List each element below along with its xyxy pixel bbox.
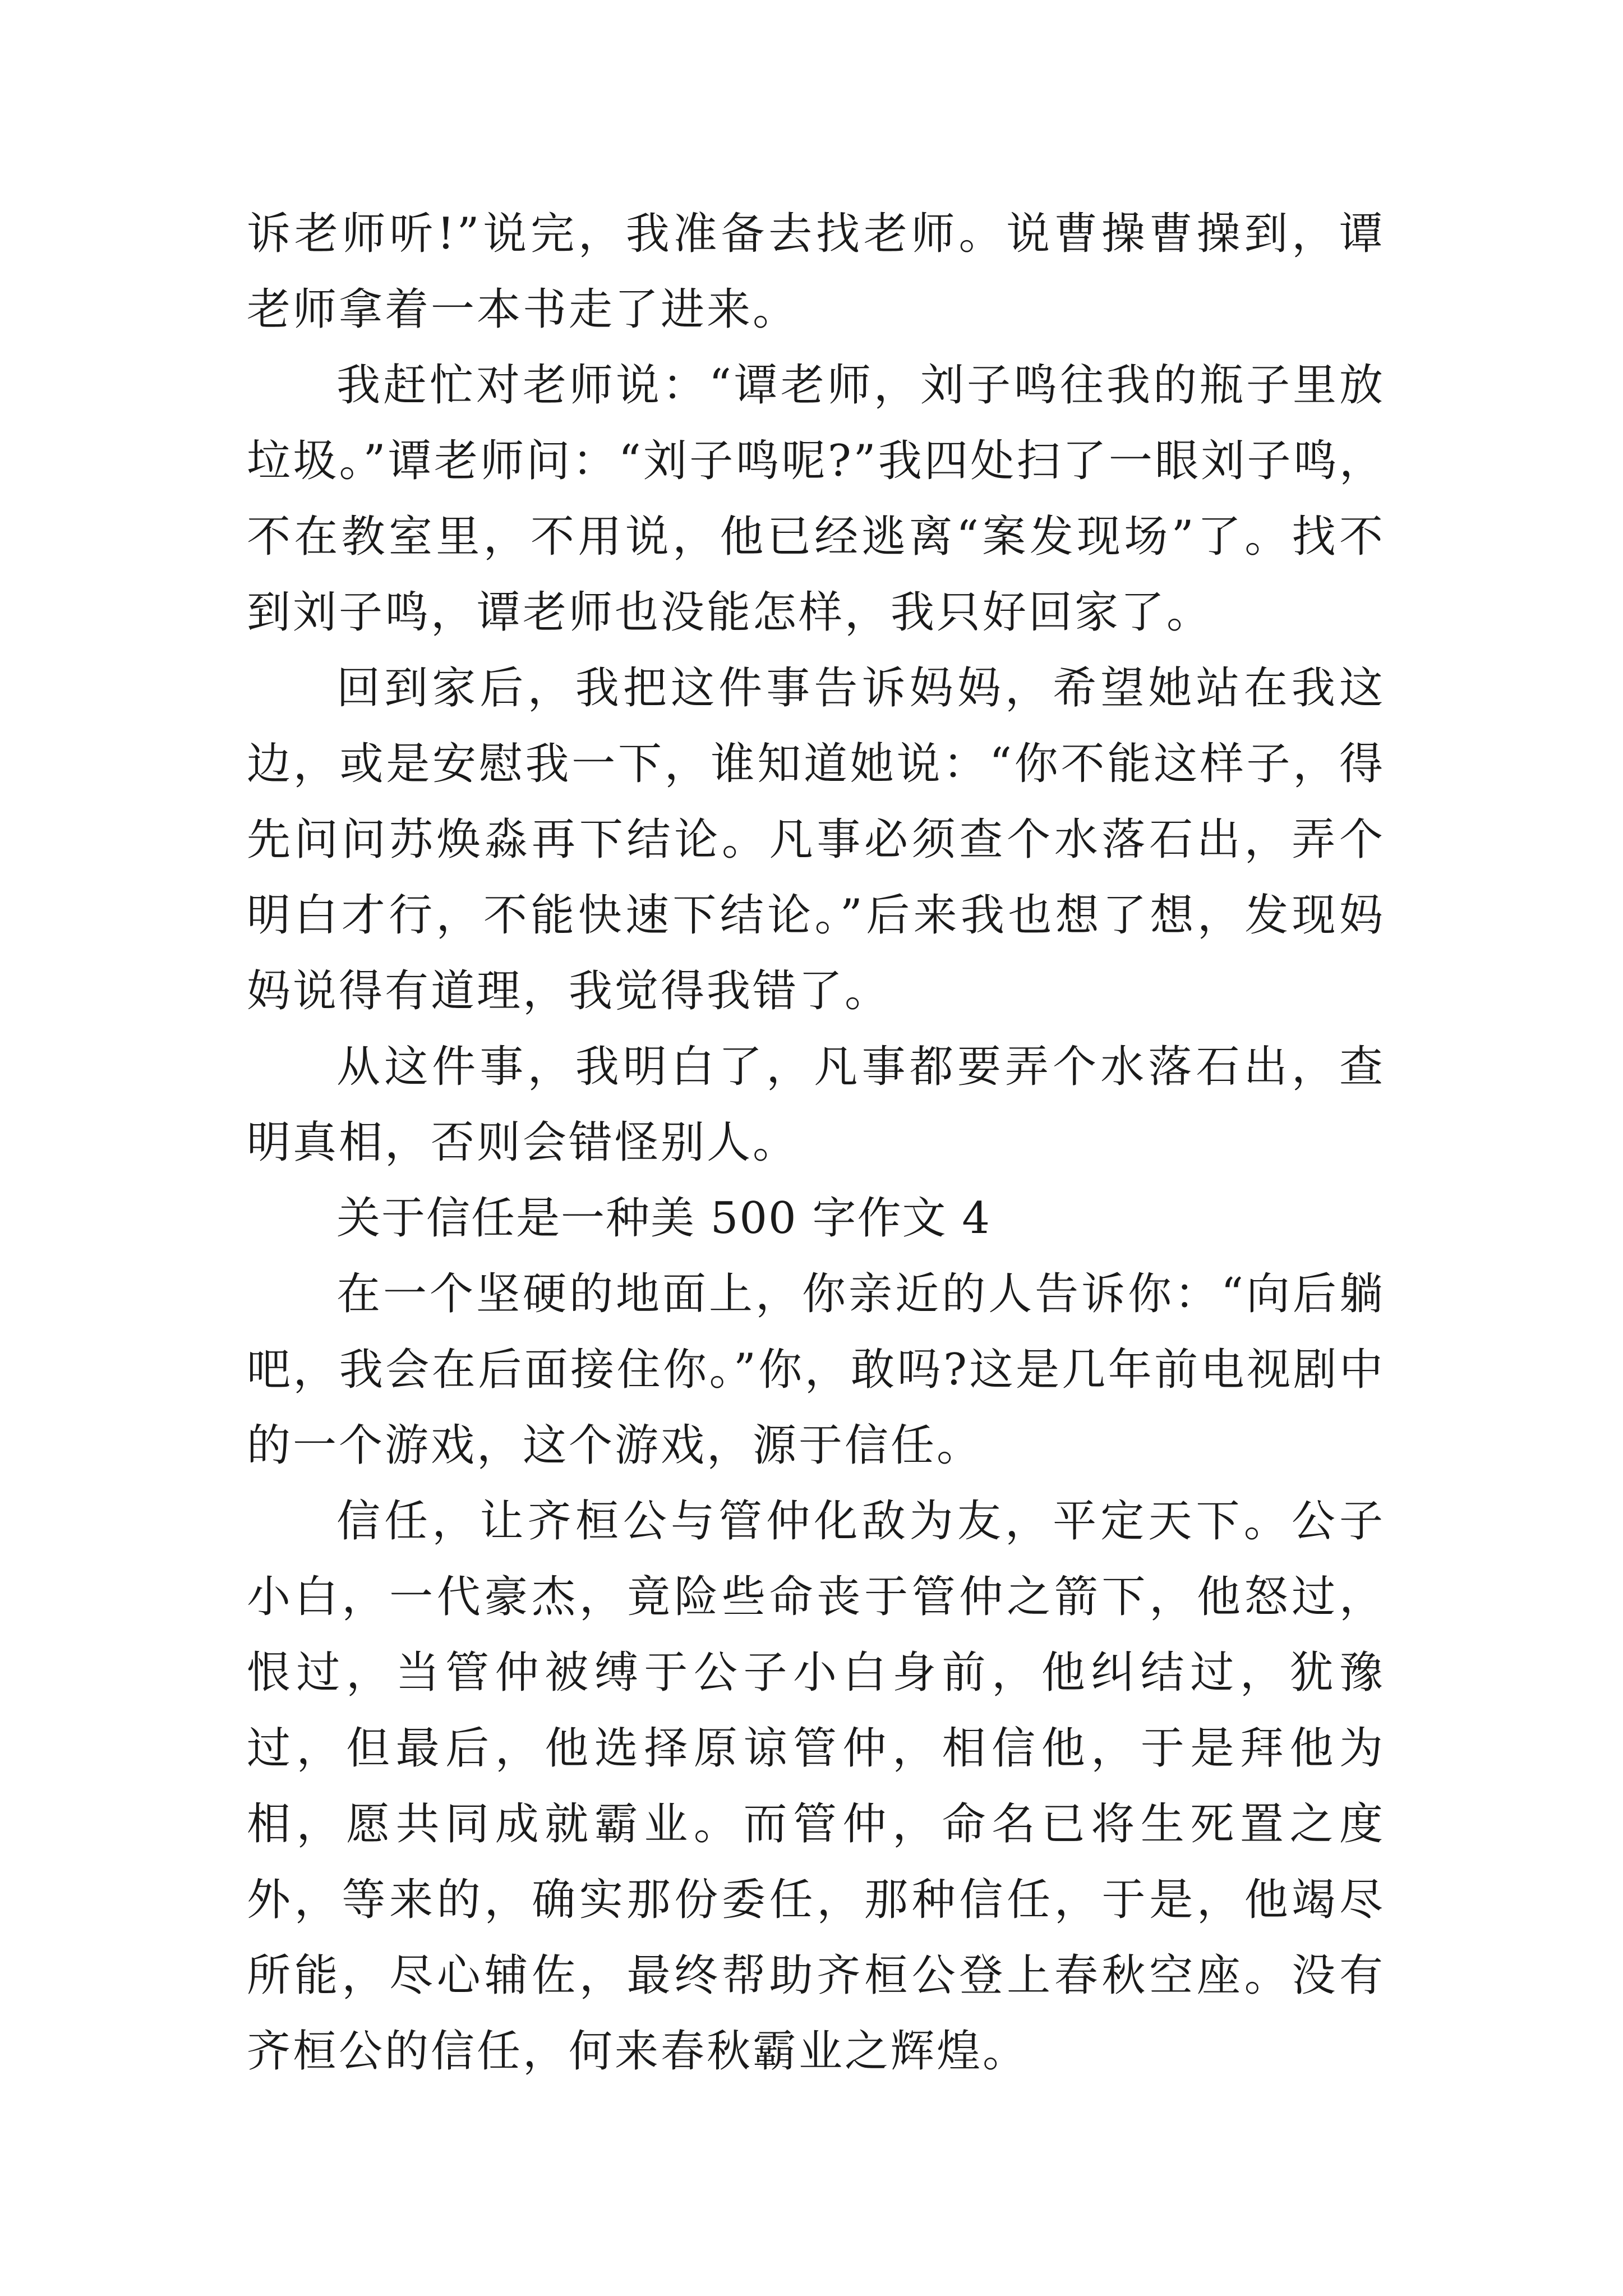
paragraph: 在一个坚硬的地面上，你亲近的人告诉你：“向后躺吧，我会在后面接住你。”你，敢吗?这是几年前电视剧中的一个游戏，这个游戏，源于信任。 (247, 1269, 1385, 1471)
paragraph: 信任，让齐桓公与管仲化敌为友，平定天下。公子小白，一代豪杰，竟险些命丧于管仲之箭下，他怒过，恨过，当管仲被缚于公子小白身前，他纠结过，犹豫过，但最后，他选择原谅管仲，相信他，于是拜他为相，愿共同成就霸业。而管仲，命名已将生死置之度外，等来的，确实那份委任，那种信任，于是，他竭尽所能，尽心辅佐，最终帮助齐桓公登上春秋空座。没有齐桓公的信任，何来春秋霸业之辉煌。 (247, 1496, 1385, 2077)
paragraph: 回到家后，我把这件事告诉妈妈，希望她站在我这边，或是安慰我一下，谁知道她说：“你不能这样子，得先问问苏焕淼再下结论。凡事必须查个水落石出，弄个明白才行，不能快速下结论。”后来我也想了想，发现妈妈说得有道理，我觉得我错了。 (247, 663, 1385, 1016)
section-title: 关于信任是一种美 500 字作文 4 (336, 1193, 991, 1244)
paragraph-continuation: 诉老师听!”说完，我准备去找老师。说曹操曹操到，谭老师拿着一本书走了进来。 (247, 209, 1385, 335)
paragraph: 从这件事，我明白了，凡事都要弄个水落石出，查明真相，否则会错怪别人。 (247, 1042, 1385, 1168)
document-body (247, 196, 1385, 2090)
paragraph: 我赶忙对老师说：“谭老师，刘子鸣往我的瓶子里放垃圾。”谭老师问：“刘子鸣呢?”我四处扫了一眼刘子鸣，不在教室里，不用说，他已经逃离“案发现场”了。找不到刘子鸣，谭老师也没能怎样，我只好回家了。 (247, 360, 1385, 638)
